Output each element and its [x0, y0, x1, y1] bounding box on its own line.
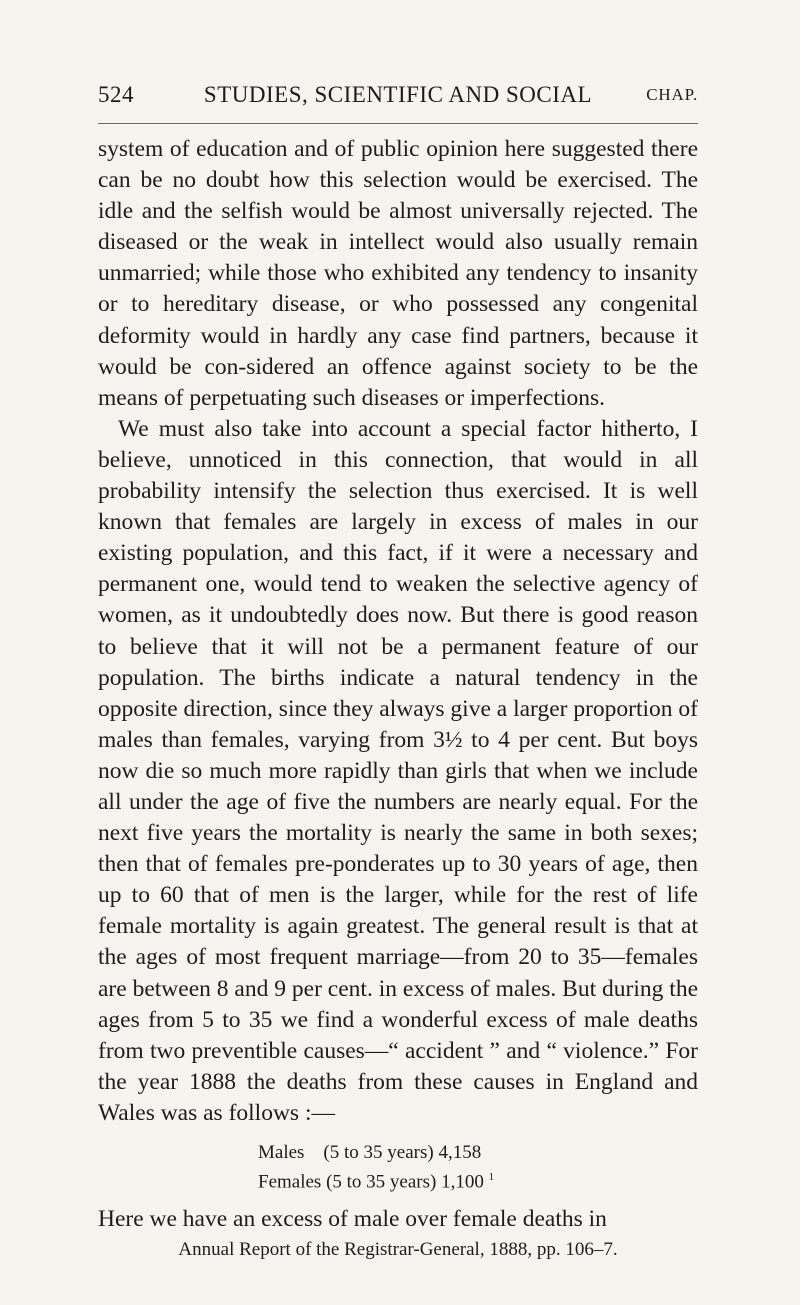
males-row-text: Males (5 to 35 years) 4,158: [258, 1142, 482, 1163]
footnote-marker: 1: [488, 1171, 495, 1183]
closing-paragraph: Here we have an excess of male over female deaths in: [98, 1206, 607, 1233]
females-row-text: Females (5 to 35 years) 1,100: [258, 1171, 484, 1193]
footnote: Annual Report of the Registrar-General, 1888, pp. 106–7.: [178, 1239, 618, 1261]
deaths-table: [98, 1141, 698, 1194]
running-title: STUDIES, SCIENTIFIC AND SOCIAL: [203, 82, 593, 107]
page-number: 524: [98, 82, 134, 107]
table-row-females: [98, 1165, 698, 1194]
header-rule: [98, 123, 698, 124]
page-body: [98, 134, 698, 1263]
paragraph: We must also take into account a special factor hitherto, I believe, unnoticed in this connection, that would in all probability intensify the selection thus exercised. It is well known that females are largely in excess of males in our existing population, and this fact, if it were a necessary and permanent one, would tend to weaken the selective agency of women, as it undoubtedly does now. But there is good reason to believe that it will not be a permanent feature of our population. The births indicate a natural tendency in the opposite direction, since they always give a larger proportion of males than females, varying from 3½ to 4 per cent. But boys now die so much more rapidly than girls that when we include all under the age of five the numbers are nearly equal. For the next five years the mortality is nearly the same in both sexes; then that of females pre-ponderates up to 30 years of age, then up to 60 that of men is the larger, while for the rest of life female mortality is again greatest. The general result is that at the ages of most frequent marriage—from 20 to 35—females are between 8 and 9 per cent. in excess of males. But during the ages from 5 to 35 we find a wonderful excess of male deaths from two preventible causes—“ accident ” and “ violence.” For the year 1888 the deaths from these causes in England and Wales was as follows :—: [98, 415, 698, 1126]
table-row-males: [98, 1141, 698, 1165]
paragraph-continued: system of education and of public opinion here suggested there can be no doubt how this selection would be exercised. The idle and the selfish would be almost universally rejected. The diseased or the weak in intellect would also usually remain unmarried; while those who exhibited any tendency to insanity or to hereditary disease, or who possessed any congenital deformity would in hardly any case find partners, because it would be con-sidered an offence against society to be the means of perpetuating such diseases or imperfections.: [98, 136, 698, 411]
chapter-label: CHAP.: [646, 85, 698, 104]
running-head: [98, 82, 698, 112]
